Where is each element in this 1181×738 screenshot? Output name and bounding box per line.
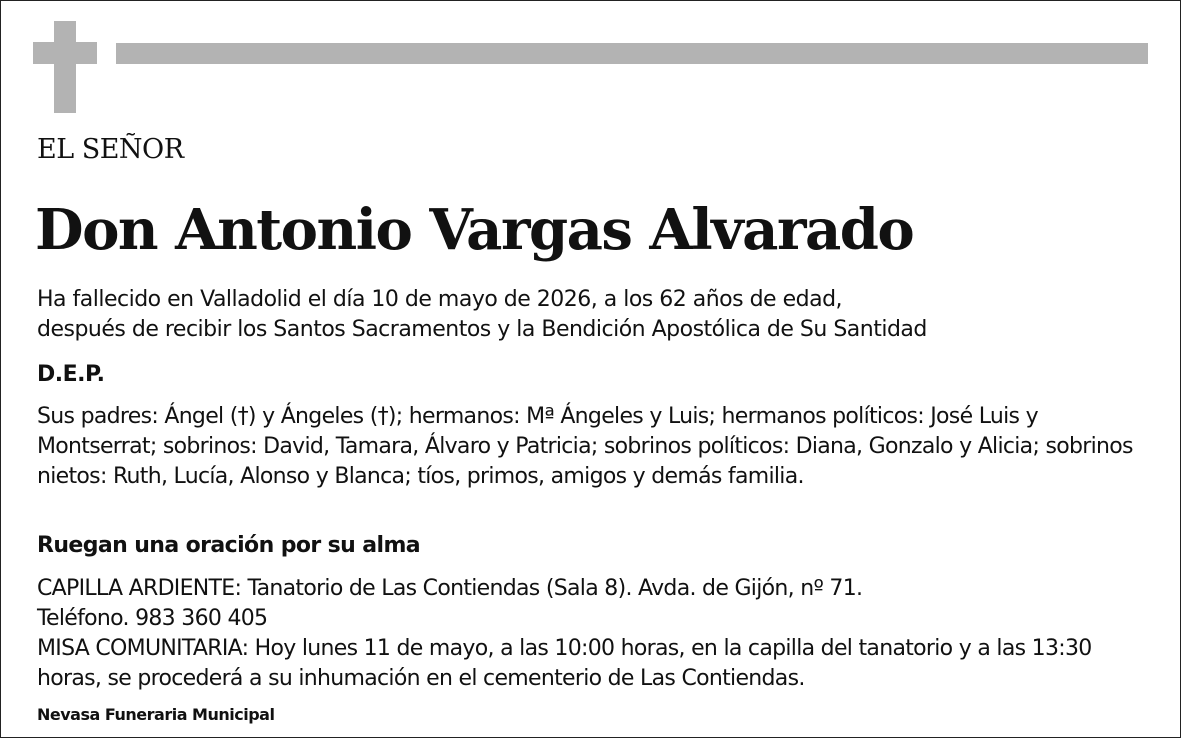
death-announcement [37,285,927,345]
service-details [37,574,1157,694]
phone-number: Teléfono. 983 360 405 [37,606,268,631]
honorific-title: EL SEÑOR [37,134,184,165]
deceased-name: Don Antonio Vargas Alvarado [35,197,914,263]
death-announcement-line: Ha fallecido en Valladolid el día 10 de mayo de 2026, a los 62 años de edad, [37,287,843,312]
wake-location: CAPILLA ARDIENTE: Tanatorio de Las Contiendas (Sala 8). Avda. de Gijón, nº 71. [37,576,863,601]
family-list: Sus padres: Ángel (†) y Ángeles (†); hermanos: Mª Ángeles y Luis; hermanos políticos: José Luis y Montserrat; sobrinos: David, Tamara, Álvaro y Patricia; sobrinos políticos: Diana, Gonzalo y Alicia; sobrinos nietos: Ruth, Lucía, Alonso y Blanca; tíos, primos, amigos y demás familia. [37,404,1133,489]
rip-label: D.E.P. [37,362,105,387]
latin-cross-icon [54,21,76,113]
prayer-request: Ruegan una oración por su alma [37,533,421,558]
funeral-home: Nevasa Funeraria Municipal [37,705,275,724]
mass-details: MISA COMUNITARIA: Hoy lunes 11 de mayo, a las 10:00 horas, en la capilla del tanatorio y a las 13:30 horas, se procederá a su inhumación en el cementerio de Las Contiendas. [37,636,1092,691]
header-rule [116,43,1148,64]
death-announcement-line: después de recibir los Santos Sacramentos y la Bendición Apostólica de Su Santidad [37,317,927,342]
latin-cross-icon-arm [33,42,97,64]
